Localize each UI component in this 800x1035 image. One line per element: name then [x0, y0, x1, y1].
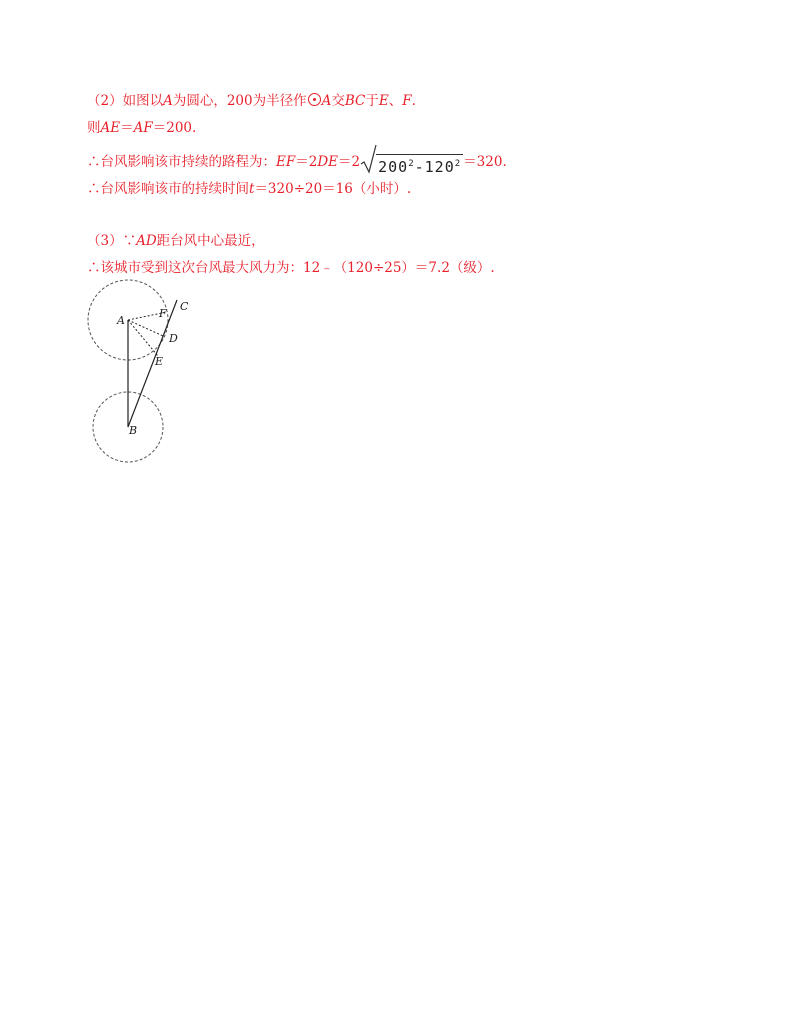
label-C: C — [180, 300, 189, 313]
part2-line3: ∴台风影响该市持续的路程为：EF＝2DE＝2 $200^2-120^2 =320$. — [87, 153, 507, 177]
geometry-diagram — [85, 278, 205, 468]
segment-AD — [128, 320, 163, 336]
label-D: D — [169, 332, 178, 345]
part3-line1: （3）∵AD距台风中心最近， — [87, 233, 265, 249]
circle-dot-symbol-icon — [308, 93, 321, 106]
part2-line1: （2）如图以A为圆心，200为半径作 A交BC于E、F. — [87, 93, 416, 109]
label-E: E — [155, 355, 164, 368]
part3-line2: ∴该城市受到这次台风最大风力为：12﹣（120÷25）＝7.2（级）. — [87, 260, 495, 276]
radical-sign-icon — [360, 144, 378, 174]
part2-line4: ∴台风影响该市的持续时间t＝320÷20＝16（小时）. — [87, 181, 412, 197]
label-A: A — [117, 314, 125, 327]
radicand: $200^2-120^2$ — [376, 154, 463, 176]
label-F: F — [159, 307, 167, 320]
square-root-expression — [360, 154, 463, 177]
segment-BC — [128, 300, 177, 427]
label-B: B — [129, 424, 138, 437]
part2-line2: 则AE＝AF＝200. — [87, 120, 197, 136]
segment-AE — [128, 320, 158, 356]
